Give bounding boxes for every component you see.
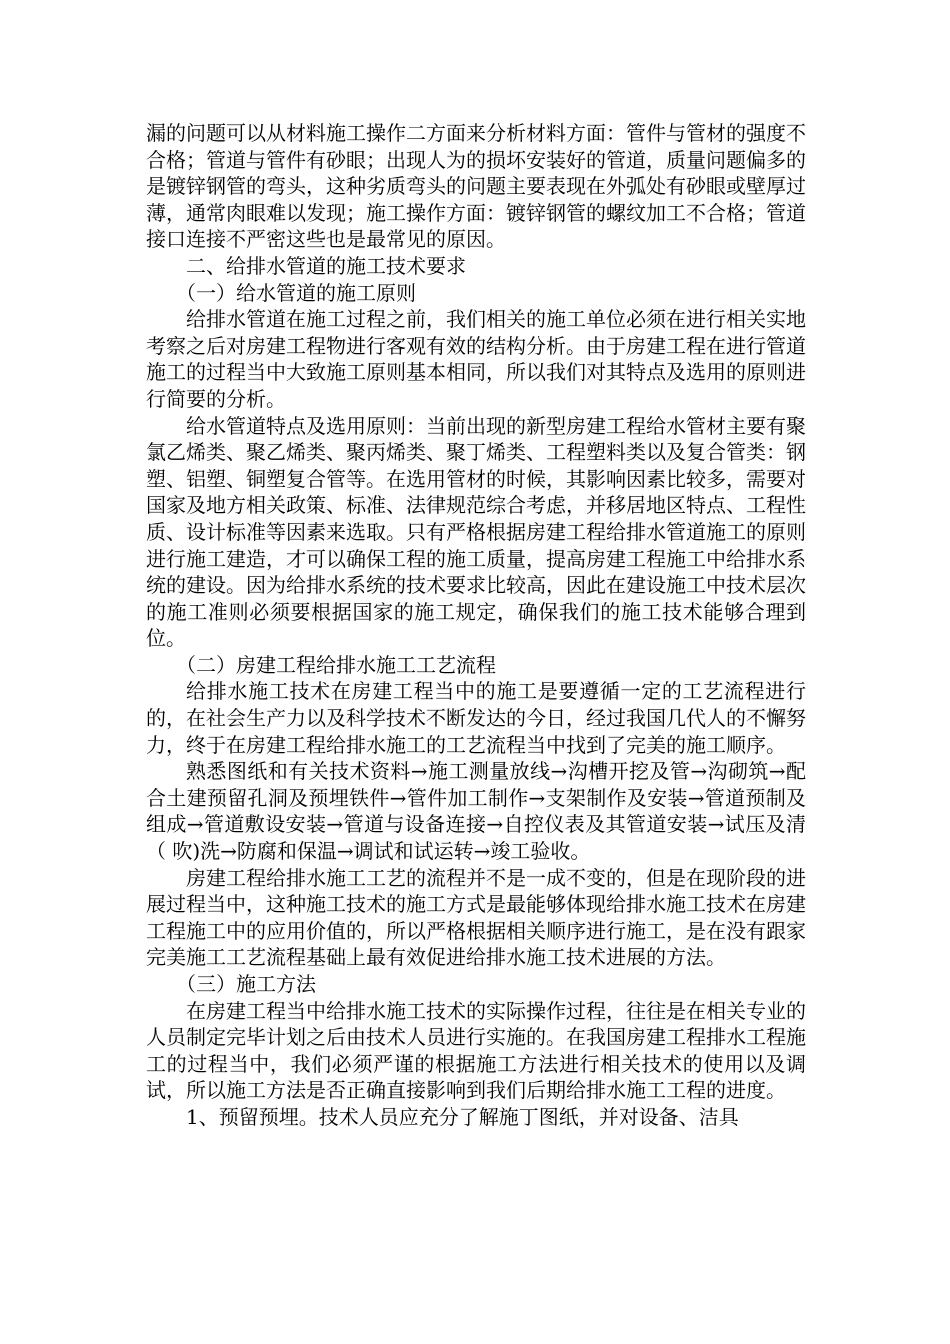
subsection-heading-1: （一）给水管道的施工原则 [176,280,416,305]
paragraph-sub1-a: 给排水管道在施工过程之前，我们相关的施工单位必须在进行相关实地考察之后对房建工程物进行客观有效的结构分析。由于房建工程在进行管道施工的过程当中大致施工原则基本相同，所以我们对其特点及选用的原则进行简要的分析。 [146,307,806,411]
paragraph-intro: 漏的问题可以从材料施工操作二方面来分析材料方面：管件与管材的强度不合格；管道与管件有砂眼；出现人为的损坏安装好的管道，质量问题偏多的是镀锌钢管的弯头，这种劣质弯头的问题主要表现在外弧处有砂眼或壁厚过薄，通常肉眼难以发现；施工操作方面：镀锌钢管的螺纹加工不合格；管道接口连接不严密这些也是最常见的原因。 [146,121,806,252]
paragraph-sub1-b: 给水管道特点及选用原则：当前出现的新型房建工程给水管材主要有聚氯乙烯类、聚乙烯类、聚丙烯类、聚丁烯类、工程塑料类以及复合管类：钢塑、铝塑、铜塑复合管等。在选用管材的时候，其影响因素比较多，需要对国家及地方相关政策、标准、法律规范综合考虑，并移居地区特点、工程性质、设计标准等因素来选取。只有严格根据房建工程给排水管道施工的原则进行施工建造，才可以确保工程的施工质量，提高房建工程施工中给排水系统的建设。因为给排水系统的技术要求比较高，因此在建设施工中技术层次的施工准则必须要根据国家的施工规定，确保我们的施工技术能够合理到位。 [146,413,806,651]
paragraph-sub2-b: 熟悉图纸和有关技术资料→施工测量放线→沟槽开挖及管→沟砌筑→配合土建预留孔洞及预埋铁件→管件加工制作→支架制作及安装→管道预制及组成→管道敷设安装→管道与设备连接→自控仪表及其管道安装→试压及清（ 吹)洗→防腐和保温→调试和试运转→竣工验收。 [146,759,806,864]
document-page [146,120,806,1131]
subsection-heading-3: （三）施工方法 [176,972,316,996]
paragraph-sub2-c: 房建工程给排水施工工艺的流程并不是一成不变的，但是在现阶段的进展过程当中，这种施工技术的施工方式是最能够体现给排水施工技术在房建工程施工中的应用价值的，所以严格根据相关顺序进行施工，是在没有跟家完美施工工艺流程基础上最有效促进给排水施工技术进展的方法。 [146,865,806,970]
paragraph-sub2-a: 给排水施工技术在房建工程当中的施工是要遵循一定的工艺流程进行的，在社会生产力以及科学技术不断发达的今日，经过我国几代人的不懈努力，终于在房建工程给排水施工的工艺流程当中找到了完美的施工顺序。 [146,679,806,757]
paragraph-sub3-a: 在房建工程当中给排水施工技术的实际操作过程，往往是在相关专业的人员制定完毕计划之后由技术人员进行实施的。在我国房建工程排水工程施工的过程当中，我们必须严谨的根据施工方法进行相关技术的使用以及调试，所以施工方法是否正确直接影响到我们后期给排水施工工程的进度。 [146,998,806,1103]
section-heading-2: 二、给排水管道的施工技术要求 [186,253,466,278]
subsection-heading-2: （二）房建工程给排水施工工艺流程 [176,652,496,677]
paragraph-sub3-b: 1、预留预埋。技术人员应充分了解施丁图纸，并对设备、洁具 [186,1104,739,1129]
